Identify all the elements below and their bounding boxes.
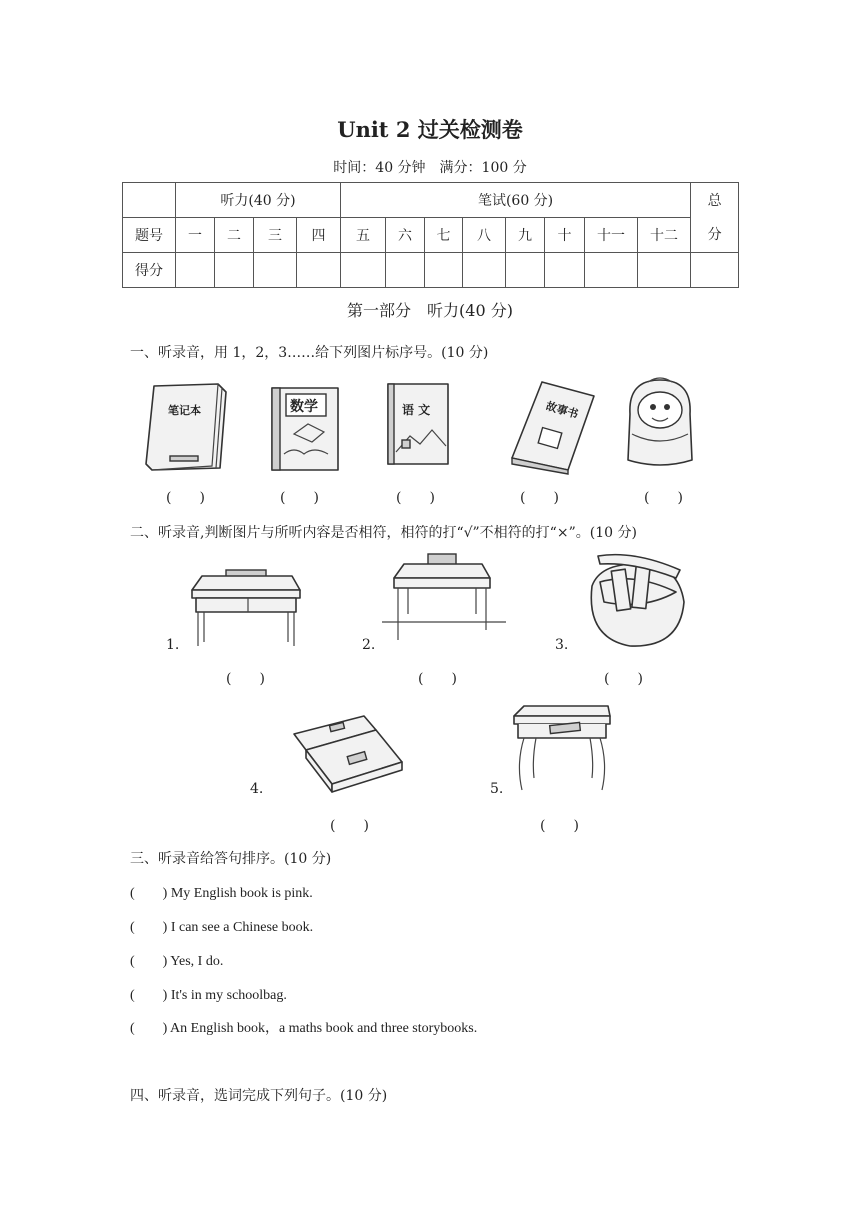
notebook-label: 笔记本 [168, 404, 201, 417]
score-table [122, 182, 739, 288]
listening-header: 听力(40 分) [176, 183, 341, 218]
book-on-desk-icon [188, 566, 304, 650]
score-cell[interactable] [297, 253, 341, 288]
item-number: 5. [490, 781, 504, 797]
exam-info: 时间：40 分钟 满分：100 分 [333, 160, 527, 176]
answer-blank[interactable]: ( ) [604, 671, 643, 687]
schoolbag-icon [618, 374, 700, 472]
question-number: 一 [176, 218, 215, 253]
score-cell[interactable] [386, 253, 425, 288]
answer-blank[interactable]: ( ) [226, 671, 265, 687]
notebook-icon [140, 378, 230, 476]
section2-heading: 二、听录音,判断图片与所听内容是否相符，相符的打“√”不相符的打“×”。(10 分) [130, 525, 637, 541]
question-number-label: 题号 [123, 218, 176, 253]
answer-line[interactable]: ( ) I can see a Chinese book. [130, 920, 314, 935]
answer-line[interactable]: ( ) Yes, I do. [130, 954, 224, 969]
page-title: Unit 2 过关检测卷 [337, 117, 523, 142]
answer-blank[interactable]: ( ) [280, 490, 319, 506]
score-label: 得分 [123, 253, 176, 288]
answer-blank[interactable]: ( ) [644, 490, 683, 506]
score-cell[interactable] [254, 253, 297, 288]
question-number: 八 [463, 218, 506, 253]
maths-book-label: 数学 [290, 399, 318, 415]
answer-line[interactable]: ( ) My English book is pink. [130, 886, 313, 901]
table-corner-cell [123, 183, 176, 218]
question-number: 十二 [638, 218, 691, 253]
score-cell[interactable] [176, 253, 215, 288]
section4-heading: 四、听录音，选词完成下列句子。(10 分) [130, 1088, 388, 1104]
score-cell[interactable] [506, 253, 545, 288]
pencil-box-icon [290, 712, 406, 796]
question-number: 四 [297, 218, 341, 253]
answer-blank[interactable]: ( ) [330, 818, 369, 834]
score-cell[interactable] [463, 253, 506, 288]
total-header: 总 分 [691, 183, 739, 253]
answer-blank[interactable]: ( ) [396, 490, 435, 506]
item-number: 3. [555, 637, 569, 653]
item-number: 2. [362, 637, 376, 653]
question-number: 十 [545, 218, 585, 253]
question-number: 三 [254, 218, 297, 253]
chinese-book-icon [384, 380, 454, 468]
score-cell[interactable] [215, 253, 254, 288]
question-number: 七 [425, 218, 463, 253]
chinese-book-label: 语 文 [402, 403, 431, 417]
book-on-desk-icon [382, 550, 506, 650]
question-number: 九 [506, 218, 545, 253]
maths-book-icon [268, 384, 344, 474]
books-in-bag-icon [584, 552, 690, 652]
answer-line[interactable]: ( ) An English book，a maths book and three storybooks. [130, 1021, 478, 1036]
answer-line[interactable]: ( ) It's in my schoolbag. [130, 988, 287, 1003]
section3-heading: 三、听录音给答句排序。(10 分) [130, 851, 332, 867]
score-cell[interactable] [638, 253, 691, 288]
part-title: 第一部分 听力(40 分) [347, 301, 513, 320]
question-number: 十一 [585, 218, 638, 253]
question-number: 五 [341, 218, 386, 253]
score-cell[interactable] [425, 253, 463, 288]
item-number: 4. [250, 781, 264, 797]
score-cell[interactable] [585, 253, 638, 288]
storybook-icon [506, 378, 596, 476]
book-in-desk-icon [510, 704, 614, 796]
score-cell-total[interactable] [691, 253, 739, 288]
storybook-label: 故事书 [544, 399, 580, 422]
score-cell[interactable] [341, 253, 386, 288]
writing-header: 笔试(60 分) [341, 183, 691, 218]
question-number: 二 [215, 218, 254, 253]
score-cell[interactable] [545, 253, 585, 288]
answer-blank[interactable]: ( ) [540, 818, 579, 834]
answer-blank[interactable]: ( ) [520, 490, 559, 506]
item-number: 1. [166, 637, 180, 653]
question-number: 六 [386, 218, 425, 253]
answer-blank[interactable]: ( ) [166, 490, 205, 506]
answer-blank[interactable]: ( ) [418, 671, 457, 687]
section1-heading: 一、听录音，用 1，2，3……给下列图片标序号。(10 分) [130, 345, 489, 361]
